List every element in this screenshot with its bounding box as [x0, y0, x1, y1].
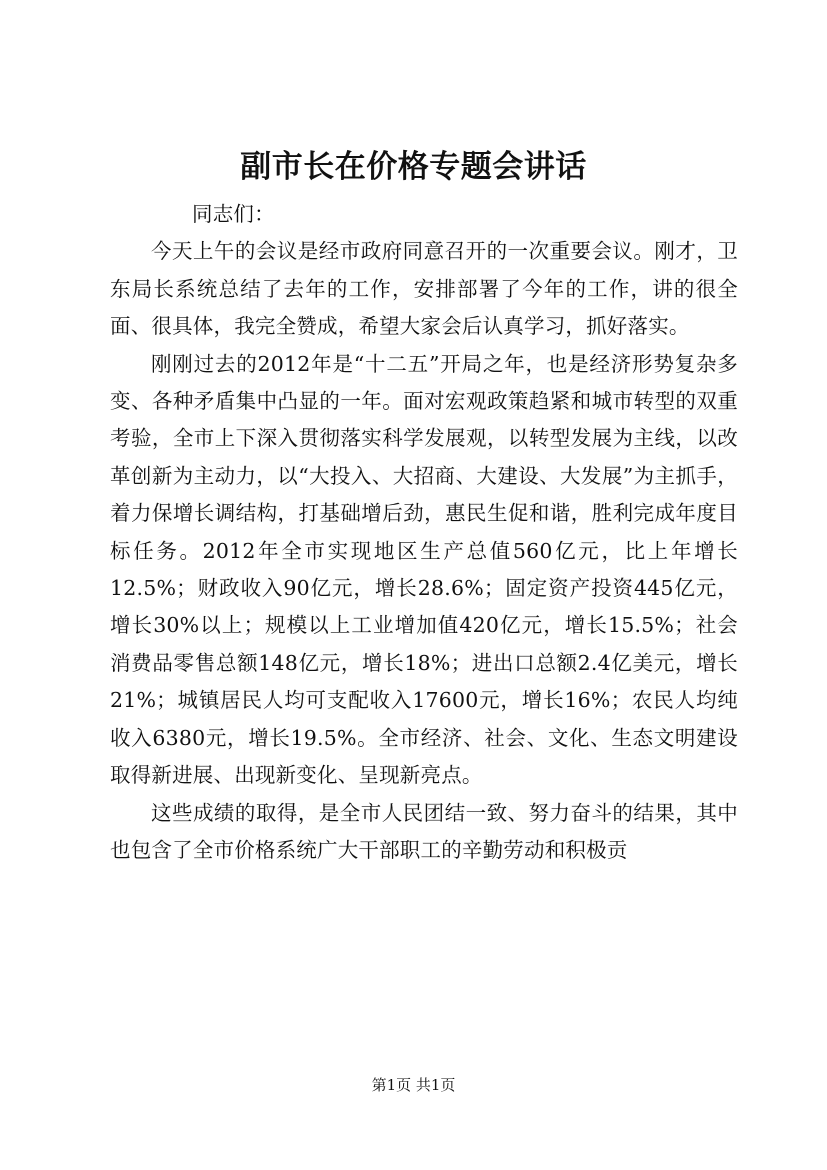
page-footer: 第1页 共1页	[371, 1076, 456, 1094]
greeting-text: 同志们：	[192, 202, 275, 226]
document-body	[110, 196, 738, 869]
paragraph-3: 这些成绩的取得，是全市人民团结一致、努力奋斗的结果，其中也包含了全市价格系统广大干部职工的辛勤劳动和积极贡	[110, 800, 738, 862]
paragraph-1: 今天上午的会议是经市政府同意召开的一次重要会议。刚才，卫东局长系统总结了去年的工作，安排部署了今年的工作，讲的很全面、很具体，我完全赞成，希望大家会后认真学习，抓好落实。	[110, 239, 738, 339]
paragraph-2: 刚刚过去的2012年是“十二五”开局之年，也是经济形势复杂多变、各种矛盾集中凸显的一年。面对宏观政策趋紧和城市转型的双重考验，全市上下深入贯彻落实科学发展观，以转型发展为主线，以改革创新为主动力，以“大投入、大招商、大建设、大发展”为主抓手，着力保增长调结构，打基础增后劲，惠民生促和谐，胜利完成年度目标任务。2012年全市实现地区生产总值560亿元，比上年增长12.5%；财政收入90亿元，增长28.6%；固定资产投资445亿元，增长30%以上；规模以上工业增加值420亿元，增长15.5%；社会消费品零售总额148亿元，增长18%；进出口总额2.4亿美元，增长21%；城镇居民人均可支配收入17600元，增长16%；农民人均纯收入6380元，增长19.5%。全市经济、社会、文化、生态文明建设取得新进展、出现新变化、呈现新亮点。	[110, 351, 738, 788]
document-title: 副市长在价格专题会讲话	[240, 149, 587, 185]
greeting	[110, 196, 738, 233]
